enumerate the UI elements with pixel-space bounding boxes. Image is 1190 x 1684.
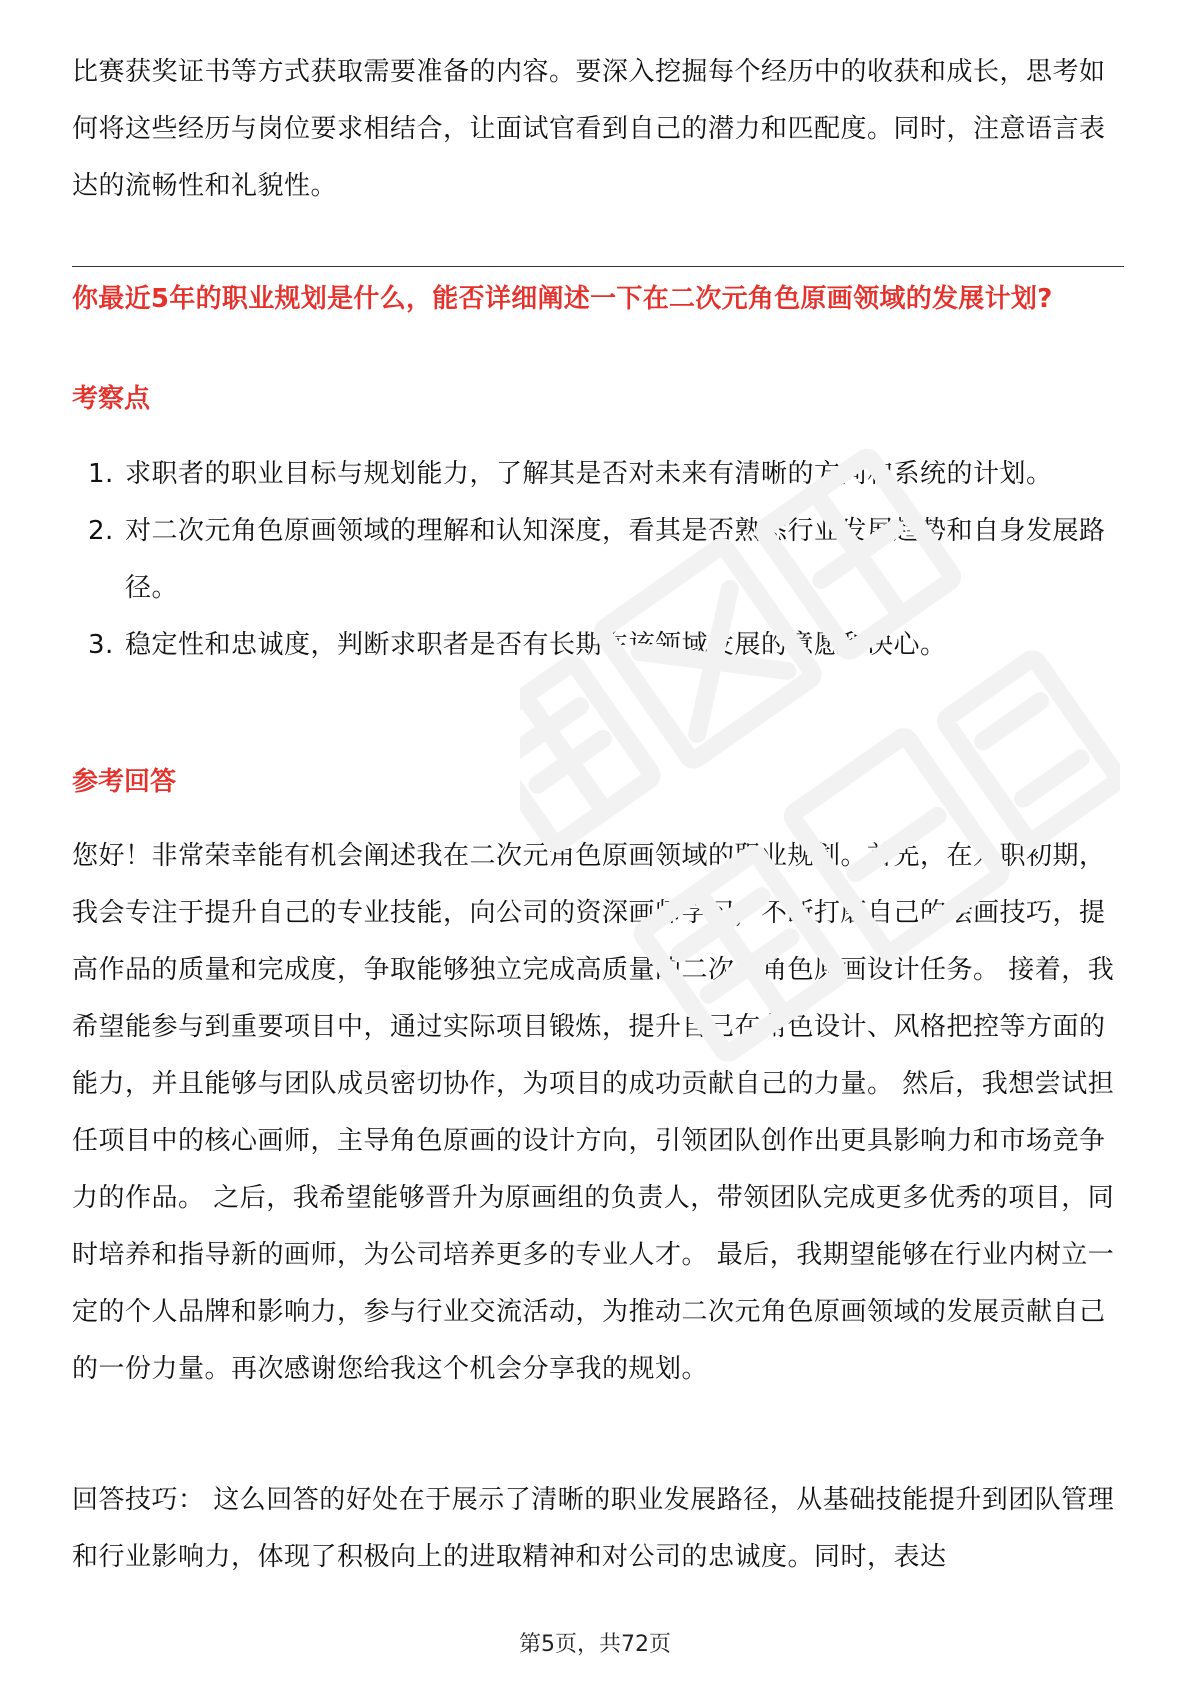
intro-paragraph: 比赛获奖证书等方式获取需要准备的内容。要深入挖掘每个经历中的收获和成长，思考如何将这些经历与岗位要求相结合，让面试官看到自己的潜力和匹配度。同时，注意语言表达的流畅性和礼貌性。 <box>72 57 1106 201</box>
list-item <box>72 446 1124 503</box>
assessment-points-list <box>72 446 1124 674</box>
assessment-heading: 考察点 <box>72 384 151 414</box>
list-item-number: 2. <box>88 516 114 546</box>
section-divider <box>72 266 1124 267</box>
list-item <box>72 503 1124 617</box>
list-item <box>72 617 1124 674</box>
list-item-text: 稳定性和忠诚度，判断求职者是否有长期在该领域发展的意愿和决心。 <box>125 630 947 660</box>
list-item-text: 求职者的职业目标与规划能力，了解其是否对未来有清晰的方向和系统的计划。 <box>125 459 1053 489</box>
list-item-text: 对二次元角色原画领域的理解和认知深度，看其是否熟悉行业发展趋势和自身发展路径。 <box>125 516 1106 603</box>
question-heading: 你最近5年的职业规划是什么，能否详细阐述一下在二次元角色原画领域的发展计划? <box>72 284 1053 314</box>
answer-tips-paragraph: 回答技巧： 这么回答的好处在于展示了清晰的职业发展路径，从基础技能提升到团队管理和行业影响力，体现了积极向上的进取精神和对公司的忠诚度。同时，表达 <box>72 1485 1115 1572</box>
list-item-number: 3. <box>88 630 114 660</box>
page-footer: 第5页，共72页 <box>519 1632 671 1657</box>
reference-answer-paragraph: 您好！非常荣幸能有机会阐述我在二次元角色原画领域的职业规划。首先，在入职初期，我会专注于提升自己的专业技能，向公司的资深画师学习，不断打磨自己的绘画技巧，提高作品的质量和完成度，争取能够独立完成高质量的二次元角色原画设计任务。 接着，我希望能参与到重要项目中，通过实际项目锻炼，提升自己在角色设计、风格把控等方面的能力，并且能够与团队成员密切协作，为项目的成功贡献自己的力量。 然后，我想尝试担任项目中的核心画师，主导角色原画的设计方向，引领团队创作出更具影响力和市场竞争力的作品。 之后，我希望能够晋升为原画组的负责人，带领团队完成更多优秀的项目，同时培养和指导新的画师，为公司培养更多的专业人才。 最后，我期望能够在行业内树立一定的个人品牌和影响力，参与行业交流活动，为推动二次元角色原画领域的发展贡献自己的一份力量。再次感谢您给我这个机会分享我的规划。 <box>72 841 1115 1384</box>
list-item-number: 1. <box>88 459 114 489</box>
reference-heading: 参考回答 <box>72 767 177 797</box>
